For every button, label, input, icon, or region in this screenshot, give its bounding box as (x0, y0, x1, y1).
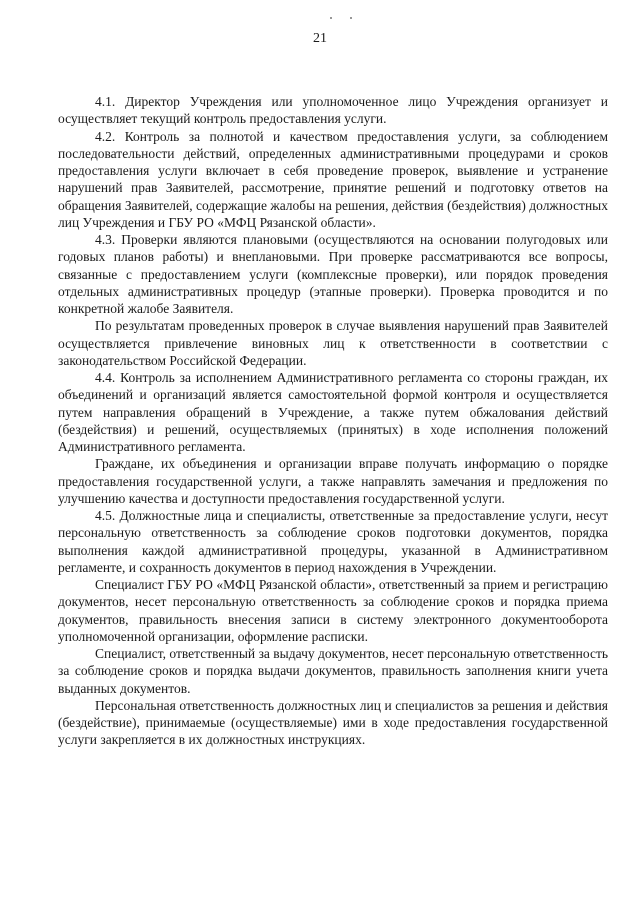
scan-speck (330, 17, 332, 19)
paragraph-4-4: 4.4. Контроль за исполнением Административного регламента со стороны граждан, их объединений и организаций является самостоятельной формой контроля и осуществляется путем направления обращений в Учреждение, а также путем обжалования действий (бездействия) и решений, осуществляемых (принятых) в ходе исполнения положений Административного регламента. (58, 370, 608, 454)
paragraph-4-2: 4.2. Контроль за полнотой и качеством предоставления услуги, за соблюдением последовательности действий, определенных административными процедурами и сроков предоставления услуги включает в себя проведение проверок, выявление и устранение нарушений прав Заявителей, рассмотрение, принятие решений и подготовку ответов на обращения Заявителей, содержащие жалобы на решения, действия (бездействия) должностных лиц Учреждения и ГБУ РО «МФЦ Рязанской области». (58, 128, 608, 230)
paragraph-4-1: 4.1. Директор Учреждения или уполномоченное лицо Учреждения организует и осуществляет текущий контроль предоставления услуги. (58, 94, 608, 127)
paragraph-4-3-results: По результатам проведенных проверок в случае выявления нарушений прав Заявителей осуществляется привлечение виновных лиц к ответственности в соответствии с законодательством Российской Федерации. (58, 318, 608, 368)
paragraph-4-5-personal-responsibility: Персональная ответственность должностных лиц и специалистов за решения и действия (бездействие), принимаемые (осуществляемые) ими в ходе предоставления государственной услуги закрепляется в их должностных инструкциях. (58, 697, 608, 748)
paragraph-4-3: 4.3. Проверки являются плановыми (осуществляются на основании полугодовых или годовых планов работы) и внеплановыми. При проверке рассматриваются все вопросы, связанные с предоставлением услуги (комплексные проверки), или порядок проведения отдельных административных процедур (этапные проверки). Проверка проводится и по конкретной жалобе Заявителя. (58, 232, 608, 316)
paragraph-4-4-citizens: Граждане, их объединения и организации вправе получать информацию о порядке предоставления государственной услуги, а также направлять замечания и предложения по улучшению качества и доступности предоставления государственной услуги. (58, 456, 608, 506)
paragraph-4-5-mfc-specialist: Специалист ГБУ РО «МФЦ Рязанской области», ответственный за прием и регистрацию документов, несет персональную ответственность за соблюдение сроков и порядка приема документов, правильность внесения записи в систему электронного документооборота уполномоченной организации, оформление расписки. (58, 577, 608, 644)
document-body (58, 93, 608, 749)
paragraph-4-5: 4.5. Должностные лица и специалисты, ответственные за предоставление услуги, несут персональную ответственность за соблюдение сроков подготовки документов, порядка выполнения каждой административной процедуры, указанной в Административном регламенте, и сохранность документов в период нахождения в Учреждении. (58, 508, 608, 575)
scan-speck (350, 17, 352, 19)
paragraph-4-5-issuing-specialist: Специалист, ответственный за выдачу документов, несет персональную ответственность за соблюдение сроков и порядка выдачи документов, правильность заполнения книги учета выданных документов. (58, 646, 608, 696)
page-number: 21 (313, 31, 327, 46)
